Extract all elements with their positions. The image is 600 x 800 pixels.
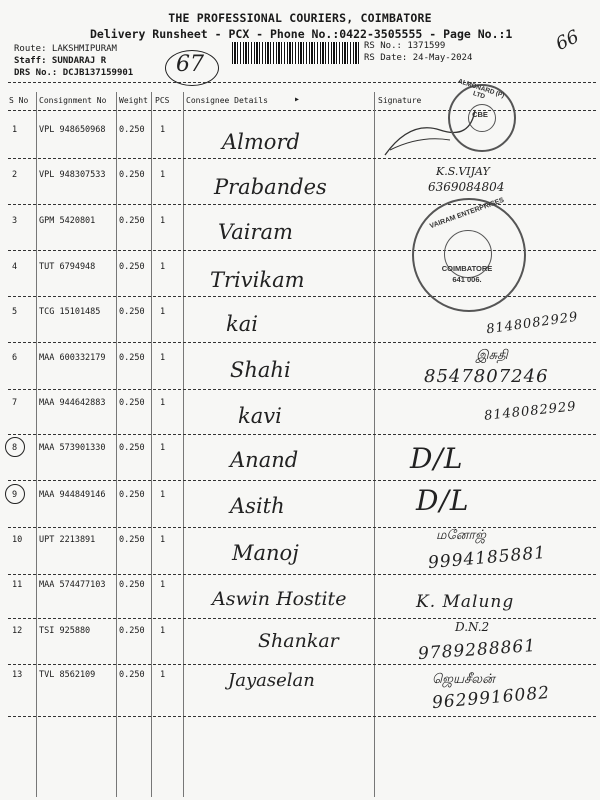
row-consignment: MAA 944849146 [39,490,106,500]
row-signature: 8148082929 [485,309,580,338]
row-consignment: GPM 5420801 [39,216,96,226]
row-pcs: 1 [160,490,166,500]
row-rule [8,618,596,619]
row-sno: 7 [12,398,18,408]
row-sno: 6 [12,353,18,363]
row-pcs: 1 [160,580,166,590]
row-consignment: MAA 573901330 [39,443,106,453]
column-divider [116,92,117,797]
row-rule [8,664,596,665]
row-pcs: 1 [160,307,166,317]
row-pcs: 1 [160,170,166,180]
row-consignment: VPL 948650968 [39,125,106,135]
row-signature: D/L [416,484,470,517]
row-weight: 0.250 [119,307,145,317]
row-pcs: 1 [160,216,166,226]
handwritten-count: 67 [176,52,204,77]
row-rule [8,527,596,528]
column-divider [183,92,184,797]
row-consignee: Asith [230,494,285,518]
row-consignee: Almord [222,130,300,154]
row-consignee: kai [226,312,258,336]
row-sno: 12 [12,626,23,636]
row-consignee: Aswin Hostite [212,588,347,610]
enterprises-stamp-inner: COIMBATORE [441,264,493,273]
row-sno: 8 [12,443,18,453]
row-consignment: TSI 925880 [39,626,91,636]
row-pcs: 1 [160,626,166,636]
row-signature-phone: 9789288861 [417,635,537,665]
row-rule [8,574,596,575]
row-sno: 4 [12,262,18,272]
row-rule [8,716,596,717]
row-consignee: Anand [230,448,299,472]
row-pcs: 1 [160,125,166,135]
row-rule [8,204,596,205]
row-consignee: Jayaselan [228,670,315,691]
route-label: Route: LAKSHMIPURAM [14,44,117,54]
row-rule [8,158,596,159]
row-sno: 9 [12,490,18,500]
col-header-pcs: PCS [155,96,170,105]
barcode-icon [232,42,360,64]
row-weight: 0.250 [119,398,145,408]
col-header-consignment: Consignment No [39,96,107,105]
row-pcs: 1 [160,443,166,453]
row-signature-phone: 9629916082 [431,682,551,714]
row-consignee: Prabandes [214,175,327,199]
col-header-weight: Weight [119,96,148,105]
company-title: THE PROFESSIONAL COURIERS, COIMBATORE [168,11,432,25]
row-signature: D.N.2 [455,620,490,634]
row-consignee: Vairam [218,220,293,244]
row-weight: 0.250 [119,580,145,590]
row-signature-phone: 8547807246 [424,366,549,387]
rs-number: RS No.: 1371599 [364,41,446,51]
row-signature-phone: 6369084804 [428,180,505,194]
row-signature: மனோஜ் [436,528,486,543]
row-weight: 0.250 [119,490,145,500]
row-consignee: Shankar [258,630,339,652]
row-sno: 11 [12,580,23,590]
row-consignment: TVL 8562109 [39,670,96,680]
almonard-stamp-outer: ALMONARD (P) LTD [456,77,506,101]
row-weight: 0.250 [119,353,145,363]
row-weight: 0.250 [119,262,145,272]
row-weight: 0.250 [119,125,145,135]
row-rule [8,434,596,435]
row-pcs: 1 [160,398,166,408]
row-weight: 0.250 [119,535,145,545]
row-rule [8,389,596,390]
drs-label: DRS No.: DCJB137159901 [14,68,134,78]
staff-label: Staff: SUNDARAJ R [14,56,107,66]
col-header-signature: Signature [378,96,422,105]
row-consignment: MAA 600332179 [39,353,106,363]
runsheet-subtitle: Delivery Runsheet - PCX - Phone No.:0422-3505555 - Page No.:1 [90,27,513,41]
row-sno: 3 [12,216,18,226]
row-sno: 5 [12,307,18,317]
row-consignee: Manoj [232,541,299,565]
row-consignee: Shahi [230,358,291,382]
top-rule [8,82,596,83]
row-consignment: MAA 574477103 [39,580,106,590]
row-consignee: kavi [238,404,282,428]
row-sno: 13 [12,670,23,680]
row-signature: K. Malung [416,592,515,612]
row-rule [8,480,596,481]
enterprises-stamp-outer: VAIRAM ENTERPRISES [428,196,506,231]
rs-date: RS Date: 24-May-2024 [364,53,473,63]
row-signature: 8148082929 [483,399,578,424]
column-divider [151,92,152,797]
row-signature-phone: 9994185881 [427,542,547,574]
row-consignment: TUT 6794948 [39,262,96,272]
row-weight: 0.250 [119,216,145,226]
almonard-stamp-inner: CBE [472,110,488,119]
row-consignment: TCG 15101485 [39,307,101,317]
row-sno: 2 [12,170,18,180]
row-signature: ஜெயசீலன் [432,672,495,687]
handwritten-corner-number: 66 [552,26,583,55]
row-sno: 10 [12,535,23,545]
row-consignee: Trivikam [210,268,305,292]
row-signature: இசுதி [476,348,508,363]
column-divider [374,92,375,797]
arrow-mark-icon: ▸ [294,94,301,105]
row-weight: 0.250 [119,443,145,453]
row-pcs: 1 [160,262,166,272]
row-pcs: 1 [160,670,166,680]
column-divider [36,92,37,797]
row-consignment: UPT 2213891 [39,535,96,545]
row-weight: 0.250 [119,170,145,180]
row-signature: D/L [410,442,464,475]
col-header-consignee: Consignee Details [186,96,268,105]
row-sno: 1 [12,125,18,135]
row-pcs: 1 [160,353,166,363]
enterprises-stamp-inner2: 641 006. [452,275,482,284]
col-header-sno: S No [9,96,29,105]
row-consignment: VPL 948307533 [39,170,106,180]
row-weight: 0.250 [119,626,145,636]
row-consignment: MAA 944642883 [39,398,106,408]
row-weight: 0.250 [119,670,145,680]
row-pcs: 1 [160,535,166,545]
row-signature: K.S.VIJAY [436,165,490,178]
row-rule [8,342,596,343]
